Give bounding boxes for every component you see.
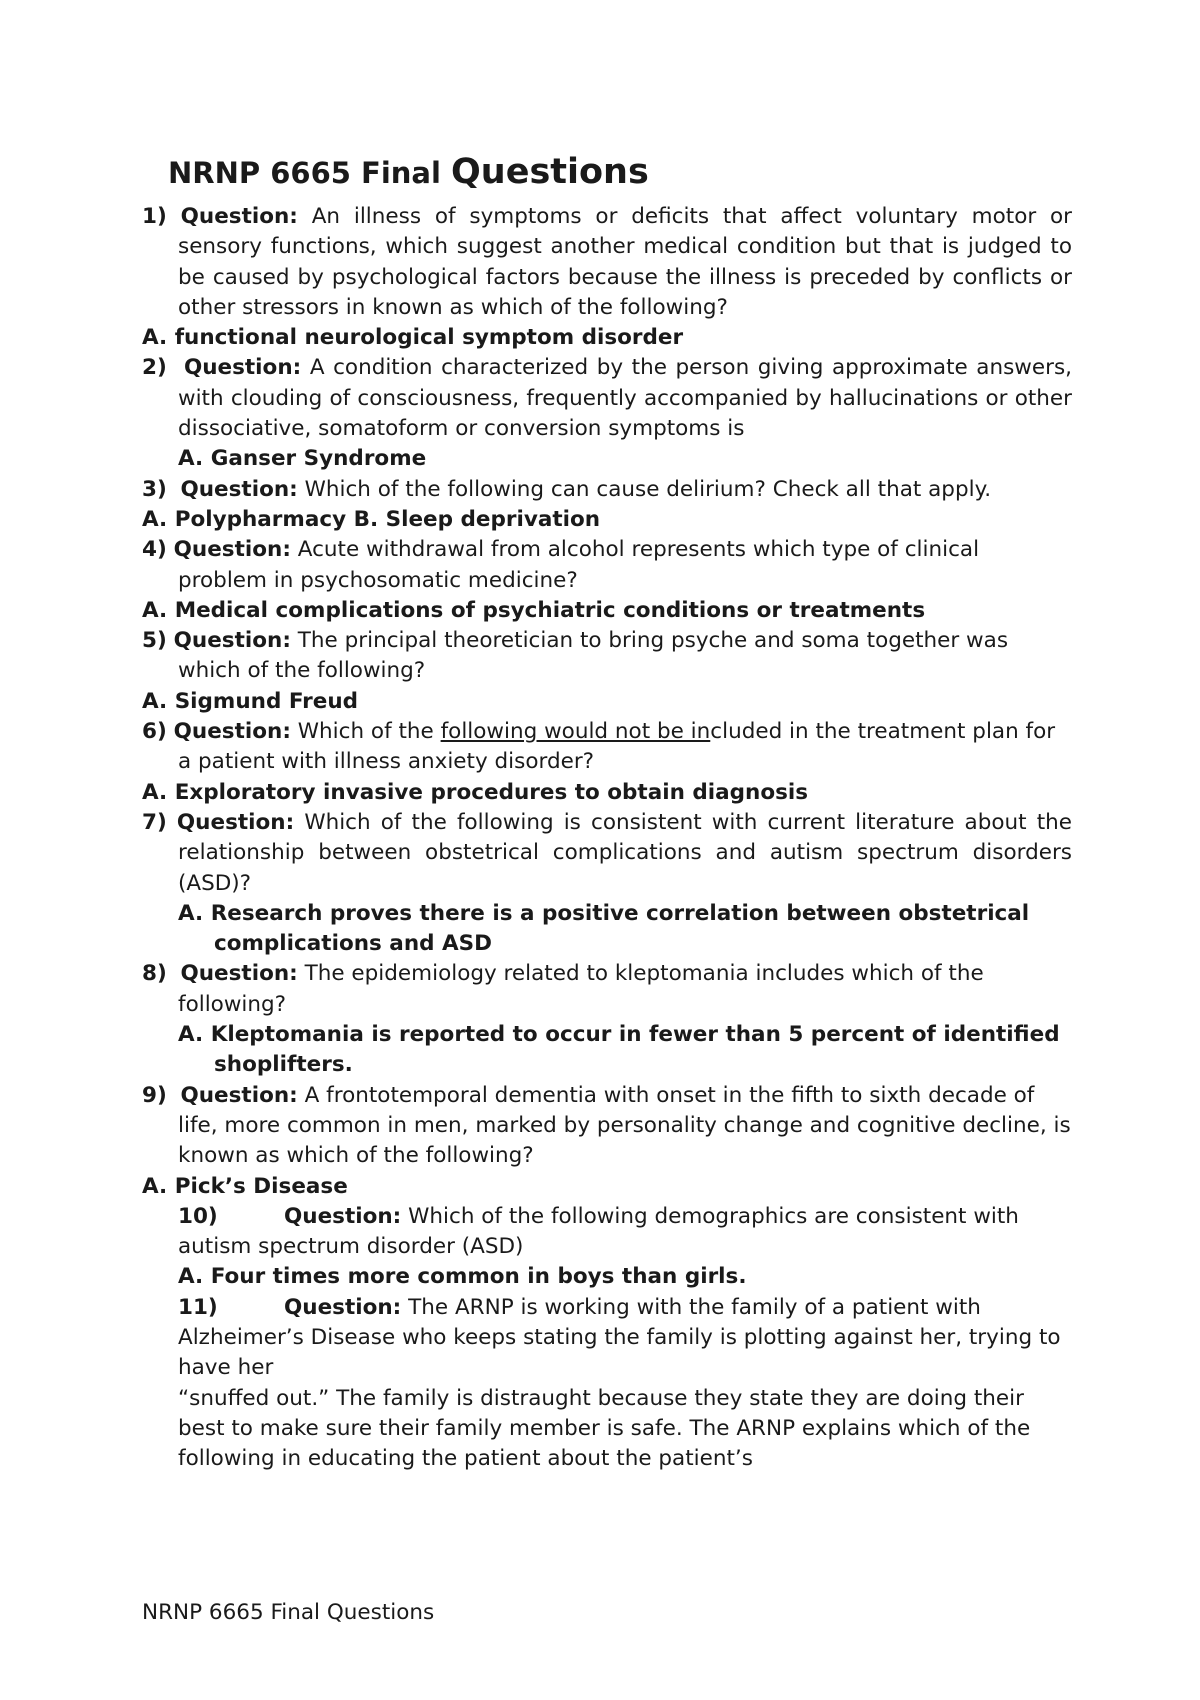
question-text: cluded in the treatment plan for a patient with illness anxiety disorder? [178,719,1056,775]
question-2 [142,353,1072,444]
question-text: Which of the [297,719,441,745]
question-label: Question: [180,1082,298,1108]
question-label: Question: [180,961,298,987]
question-3 [142,475,1072,505]
answer-3: A. Polypharmacy B. Sleep deprivation [142,506,601,532]
question-number: 4) [142,537,167,563]
question-text: Which of the following is consistent with current literature about the relationship between obstetrical complications and autism spectrum disorders (ASD)? [178,809,1072,896]
underlined-text: following would not be in [440,719,711,745]
question-text: Which of the following can cause delirium? Check all that apply. [304,476,992,502]
question-number: 1) [142,204,167,229]
question-number: 2) [142,355,167,381]
question-number: 5) [142,628,167,654]
question-label: Question: [173,537,291,563]
title-part2: Questions [451,152,649,192]
question-label: Question: [180,204,298,229]
question-text: A condition characterized by the person giving approximate answers, with clouding of consciousness, frequently accompanied by hallucinations or other dissociative, somatoform or conversion symptoms is [178,355,1072,442]
answer-8: A. Kleptomania is reported to occur in fewer than 5 percent of identified shoplifters. [178,1022,1060,1078]
question-1 [142,202,1072,323]
question-9 [142,1081,1072,1172]
question-7 [142,808,1072,899]
question-text: Which of the following demographics are consistent with autism spectrum disorder (ASD) [178,1203,1019,1260]
question-label: Question: [176,809,295,835]
question-number: 9) [142,1082,167,1108]
question-list [142,202,1072,1474]
question-number: 11) [178,1294,218,1320]
question-number: 7) [142,809,167,835]
answer-4: A. Medical complications of psychiatric conditions or treatments [142,597,926,623]
page-footer: NRNP 6665 Final Questions [142,1600,435,1625]
answer-10: A. Four times more common in boys than girls. [178,1264,747,1290]
question-11-continued: “snuffed out.” The family is distraught because they state they are doing their best to make sure their family member is safe. The ARNP explains which of the following in educating the patient about the patient’s [178,1385,1031,1472]
question-6 [142,717,1072,778]
question-text: The principal theoretician to bring psyche and soma together was which of the following? [178,628,1009,684]
question-label: Question: [284,1203,402,1229]
answer-5: A. Sigmund Freud [142,688,359,714]
question-number: 10) [178,1203,218,1229]
answer-1: A. functional neurological symptom disorder [142,325,684,351]
question-11 [142,1293,1072,1384]
question-text: An illness of symptoms or deficits that affect voluntary motor or sensory functions, which suggest another medical condition but that is judged to be caused by psychological factors because the illness is preceded by conflicts or other stressors in known as which of the following? [178,204,1072,320]
question-number: 8) [142,961,167,987]
title-part1: NRNP 6665 Final [168,156,441,190]
question-label: Question: [180,476,298,502]
answer-6: A. Exploratory invasive procedures to obtain diagnosis [142,779,809,805]
question-label: Question: [173,628,291,654]
question-label: Question: [284,1294,402,1320]
question-8 [142,959,1072,1020]
question-number: 3) [142,476,167,502]
question-number: 6) [142,719,167,745]
question-4 [142,535,1072,596]
question-label: Question: [183,355,302,381]
question-label: Question: [173,719,291,745]
page-title [168,152,649,193]
question-10 [142,1202,1072,1263]
question-text: A frontotemporal dementia with onset in the fifth to sixth decade of life, more common in men, marked by personality change and cognitive decline, is known as which of the following? [178,1082,1071,1169]
question-text: The ARNP is working with the family of a patient with Alzheimer’s Disease who keeps stating the family is plotting against her, trying to have her [178,1294,1061,1381]
answer-2: A. Ganser Syndrome [178,446,427,472]
question-text: The epidemiology related to kleptomania includes which of the following? [178,961,984,1017]
question-text: Acute withdrawal from alcohol represents which type of clinical problem in psychosomatic medicine? [178,537,980,593]
answer-7: A. Research proves there is a positive correlation between obstetrical complications and ASD [178,900,1030,957]
question-5 [142,626,1072,687]
answer-9: A. Pick’s Disease [142,1173,348,1199]
